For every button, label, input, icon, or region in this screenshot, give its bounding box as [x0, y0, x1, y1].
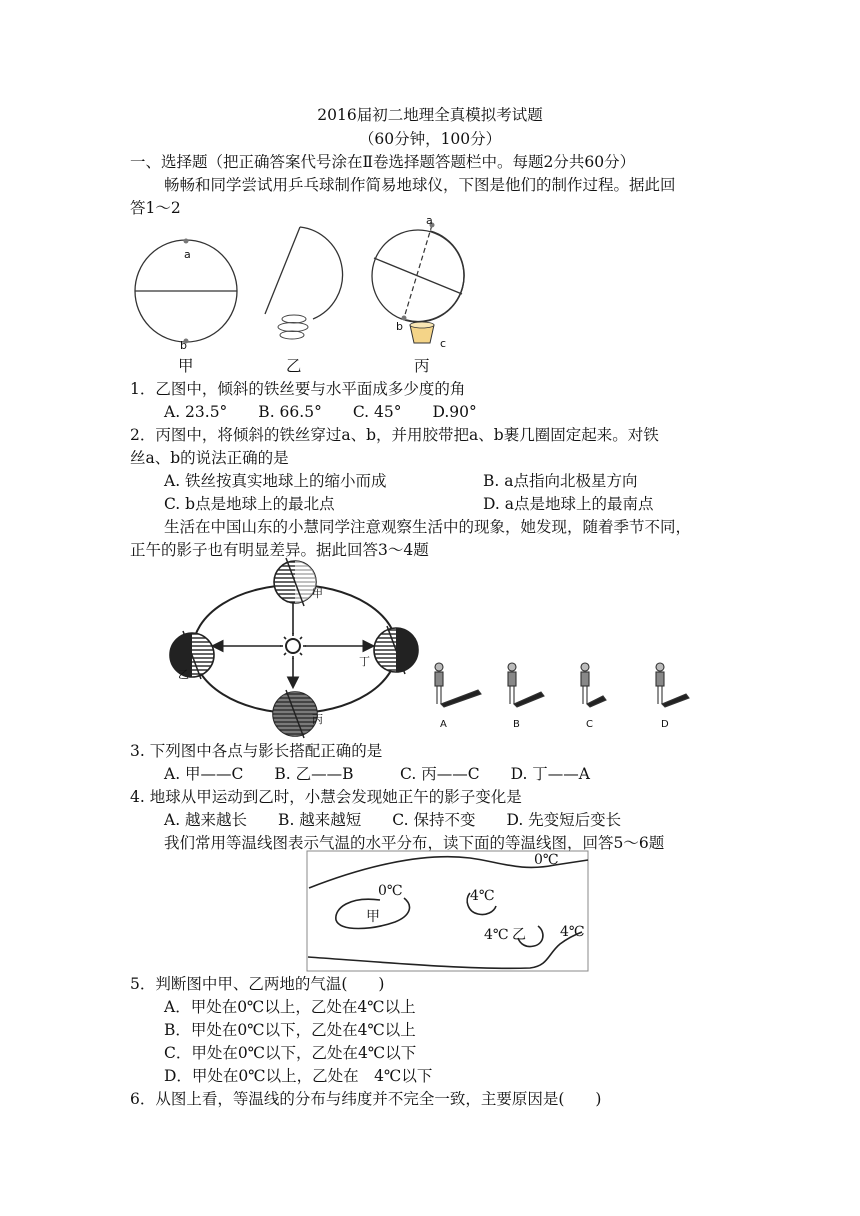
orbit-label-jia: 甲 — [312, 587, 323, 600]
q2-option-b: B. a点指向北极星方向 — [483, 472, 638, 490]
q5-option-d: D．甲处在0℃以上，乙处在 4℃以下 — [164, 1067, 433, 1085]
q5-option-c: C．甲处在0℃以下，乙处在4℃以下 — [164, 1044, 417, 1062]
q3-stem: 3. 下列图中各点与影长搭配正确的是 — [130, 742, 383, 760]
passage-text-cont: 正午的影子也有明显差异。据此回答3～4题 — [130, 541, 429, 559]
q2-option-d: D. a点是地球上的最南点 — [483, 495, 654, 513]
section-heading: 一、选择题（把正确答案代号涂在Ⅱ卷选择题答题栏中。每题2分共60分） — [130, 153, 636, 171]
page-subtitle: （60分钟，100分） — [358, 130, 502, 148]
shadow-label-b: B — [513, 719, 520, 730]
q2-stem-cont: 丝a、b的说法正确的是 — [130, 449, 289, 467]
q3-options: A. 甲——C B. 乙——B C. 丙——C D. 丁——A — [164, 765, 590, 783]
label-b-jia: b — [180, 339, 187, 352]
q2-option-a: A. 铁丝按真实地球上的缩小而成 — [164, 472, 387, 490]
passage-text: 生活在中国山东的小慧同学注意观察生活中的现象，她发现，随着季节不同， — [164, 518, 692, 536]
label-c-bing: c — [440, 337, 447, 350]
page-title: 2016届初二地理全真模拟考试题 — [317, 106, 543, 124]
label-a-jia: a — [184, 248, 191, 261]
q1-options: A. 23.5° B. 66.5° C. 45° D.90° — [164, 403, 477, 421]
caption-bing: 丙 — [414, 357, 430, 375]
isotherm-label-0-top: 0℃ — [534, 852, 559, 868]
q5-option-b: B．甲处在0℃以下，乙处在4℃以上 — [164, 1021, 416, 1039]
orbit-label-ding: 丁 — [359, 655, 370, 668]
shadow-label-c: C — [586, 719, 593, 730]
caption-yi: 乙 — [286, 357, 302, 375]
q4-options: A. 越来越长 B. 越来越短 C. 保持不变 D. 先变短后变长 — [164, 811, 622, 829]
intro-text-cont: 答1～2 — [130, 199, 181, 217]
q1-stem: 1．乙图中，倾斜的铁丝要与水平面成多少度的角 — [130, 380, 466, 398]
passage-isotherm: 我们常用等温线图表示气温的水平分布，读下面的等温线图，回答5～6题 — [164, 834, 665, 852]
label-b-bing: b — [396, 320, 403, 333]
shadow-label-d: D — [661, 719, 669, 730]
label-a-bing: a — [426, 214, 433, 227]
isotherm-label-4-low: 4℃ — [484, 927, 509, 943]
place-label-jia: 甲 — [366, 909, 380, 925]
orbit-label-yi: 乙 — [178, 668, 189, 681]
place-label-yi: 乙 — [512, 927, 526, 943]
q5-option-a: A．甲处在0℃以上，乙处在4℃以上 — [164, 998, 416, 1016]
q2-option-c: C. b点是地球上的最北点 — [164, 495, 335, 513]
isotherm-label-4-right: 4℃ — [560, 924, 585, 940]
isotherm-label-0-left: 0℃ — [378, 883, 403, 899]
q4-stem: 4. 地球从甲运动到乙时，小慧会发现她正午的影子变化是 — [130, 788, 522, 806]
intro-text: 畅畅和同学尝试用乒乓球制作简易地球仪，下图是他们的制作过程。据此回 — [164, 176, 676, 194]
caption-jia: 甲 — [178, 357, 194, 375]
q2-stem: 2．丙图中，将倾斜的铁丝穿过a、b，并用胶带把a、b裹几圈固定起来。对铁 — [130, 426, 659, 444]
shadow-label-a: A — [440, 719, 447, 730]
q6-stem: 6．从图上看，等温线的分布与纬度并不完全一致，主要原因是( ) — [130, 1090, 602, 1108]
isotherm-label-4-mid: 4℃ — [470, 888, 495, 904]
q5-stem: 5．判断图中甲、乙两地的气温( ) — [130, 975, 385, 993]
orbit-label-bing: 丙 — [312, 713, 323, 726]
